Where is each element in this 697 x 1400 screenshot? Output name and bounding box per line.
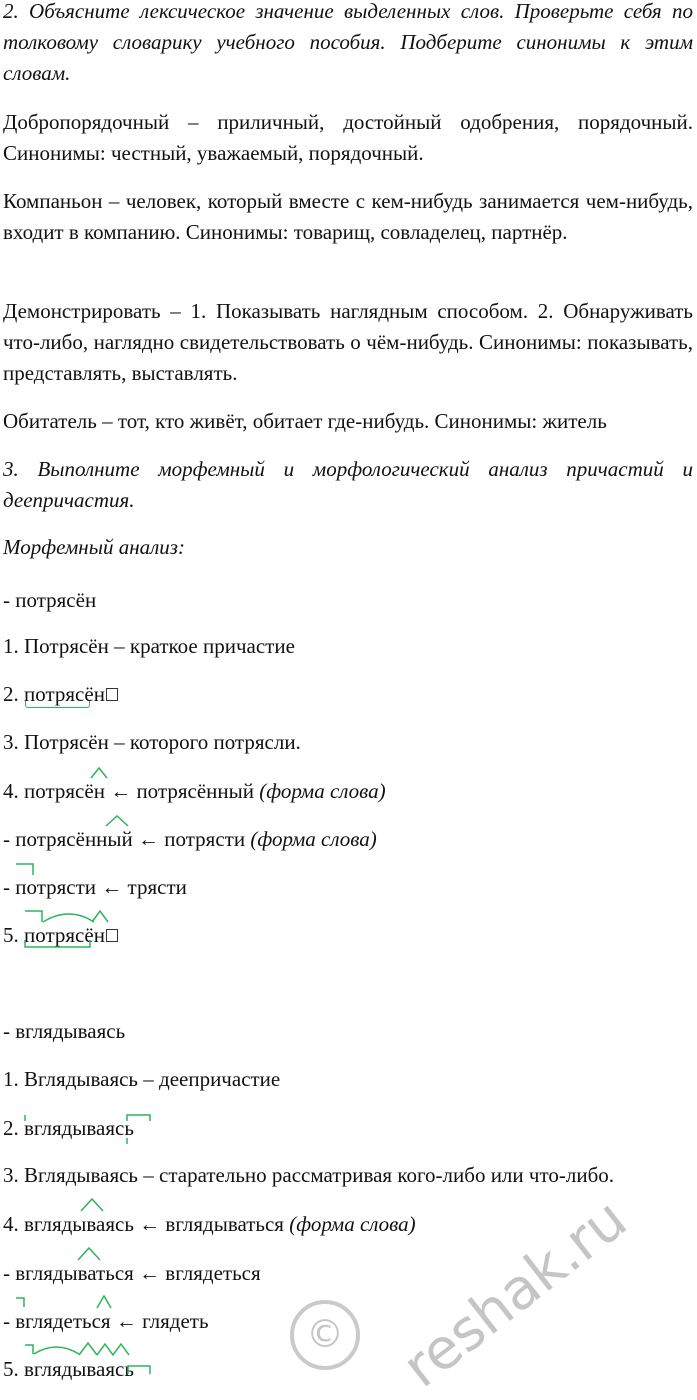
suffix-mark — [105, 815, 133, 827]
morpheme-marks — [15, 1295, 125, 1309]
suffix-mark — [80, 1198, 110, 1212]
line-vglyadyvayas-2 — [3, 1113, 134, 1144]
line-vglyadyvayas-5 — [3, 1258, 261, 1289]
morpheme-word — [24, 1209, 134, 1240]
word-heading-vglyadyvayas: - вглядываясь — [3, 1019, 126, 1043]
line-prefix: - — [3, 1309, 16, 1333]
line-vglyadyvayas-4 — [3, 1209, 416, 1240]
entry-kompanon: Компаньон – человек, который вместе с кем-нибудь занимается чем-нибудь, входит в компанию. Синонимы: товарищ, совладелец, партнёр. — [3, 189, 693, 244]
line-vglyadyvayas-7 — [3, 1354, 134, 1385]
morpheme-word — [24, 920, 105, 951]
task3-heading: 3. Выполните морфемный и морфологический анализ причастий и деепричастия. — [3, 457, 693, 512]
morpheme-word — [24, 1113, 134, 1144]
word-text: вглядываться — [15, 1261, 134, 1285]
derivation-text: ← вглядываться — [133, 1212, 290, 1236]
word-text: вглядываясь — [24, 1116, 134, 1140]
morpheme-word — [24, 679, 105, 710]
word-heading-potryasen: - потрясён — [3, 588, 97, 612]
task2-heading: 2. Объясните лексическое значение выделенных слов. Проверьте себя по толковому словарику учебного пособия. Подберите синонимы к этим словам. — [3, 0, 693, 85]
derivation-text: ← трясти — [96, 875, 187, 899]
derivation-text: ← потрясти — [132, 827, 251, 851]
morpheme-word — [15, 824, 133, 855]
entry-dobroporyadochny: Добропорядочный – приличный, достойный одобрения, порядочный. Синонимы: честный, уважаемый, порядочный. — [3, 110, 693, 165]
word-text: потрясён — [24, 682, 105, 706]
derivation-text: ← вглядеться — [133, 1261, 261, 1285]
line-number: 4. — [3, 779, 24, 803]
line-prefix: - — [3, 1261, 16, 1285]
derivation-text: ← глядеть — [110, 1309, 209, 1333]
line-vglyadyvayas-6 — [3, 1306, 209, 1337]
zero-ending-mark — [106, 929, 118, 942]
line-potryasen-3: 3. Потрясён – которого потрясли. — [3, 730, 301, 754]
line-potryasen-6 — [3, 872, 187, 903]
morpheme-word — [15, 1258, 134, 1289]
line-prefix: - — [3, 875, 16, 899]
word-text: вглядываясь — [24, 1212, 134, 1236]
word-text: потрясён — [24, 779, 105, 803]
note-text: (форма слова) — [250, 827, 377, 851]
morpheme-word — [24, 1354, 134, 1385]
line-number: 4. — [3, 1212, 24, 1236]
line-potryasen-1: 1. Потрясён – краткое причастие — [3, 634, 295, 658]
note-text: (форма слова) — [289, 1212, 416, 1236]
word-text: потрясти — [15, 875, 97, 899]
entry-demonstrirovat: Демонстрировать – 1. Показывать наглядным способом. 2. Обнаруживать что-либо, наглядно свидетельствовать о чём-нибудь. Синонимы: показывать, представлять, выставлять. — [3, 299, 693, 385]
copyright-icon: © — [290, 1300, 360, 1370]
word-text: вглядываясь — [24, 1357, 134, 1381]
watermark-text: reshak.ru — [390, 1186, 640, 1400]
derivation-text: ← потрясённый — [104, 779, 260, 803]
line-number: 5. — [3, 923, 24, 947]
suffix-mark — [90, 767, 112, 779]
task3-subheading: Морфемный анализ: — [3, 535, 185, 559]
line-number: 2. — [3, 1116, 24, 1140]
line-potryasen-4 — [3, 776, 386, 807]
entry-obitatel: Обитатель – тот, кто живёт, обитает где-нибудь. Синонимы: житель — [3, 409, 607, 433]
line-prefix: - — [3, 827, 16, 851]
note-text: (форма слова) — [259, 779, 386, 803]
line-potryasen-7 — [3, 920, 118, 951]
morpheme-word — [24, 776, 105, 807]
zero-ending-mark — [106, 688, 118, 701]
line-number: 2. — [3, 682, 24, 706]
morpheme-word — [15, 872, 96, 903]
line-potryasen-5 — [3, 824, 377, 855]
word-text: потрясённый — [15, 827, 133, 851]
line-potryasen-2 — [3, 679, 118, 710]
suffix-mark — [77, 1247, 107, 1261]
word-text: потрясён — [24, 923, 105, 947]
line-number: 5. — [3, 1357, 24, 1381]
line-vglyadyvayas-3: 3. Вглядываясь – старательно рассматривая кого-либо или что-либо. — [3, 1163, 615, 1187]
line-vglyadyvayas-1: 1. Вглядываясь – деепричастие — [3, 1067, 281, 1091]
word-text: вглядеться — [15, 1309, 111, 1333]
morpheme-word — [15, 1306, 110, 1337]
